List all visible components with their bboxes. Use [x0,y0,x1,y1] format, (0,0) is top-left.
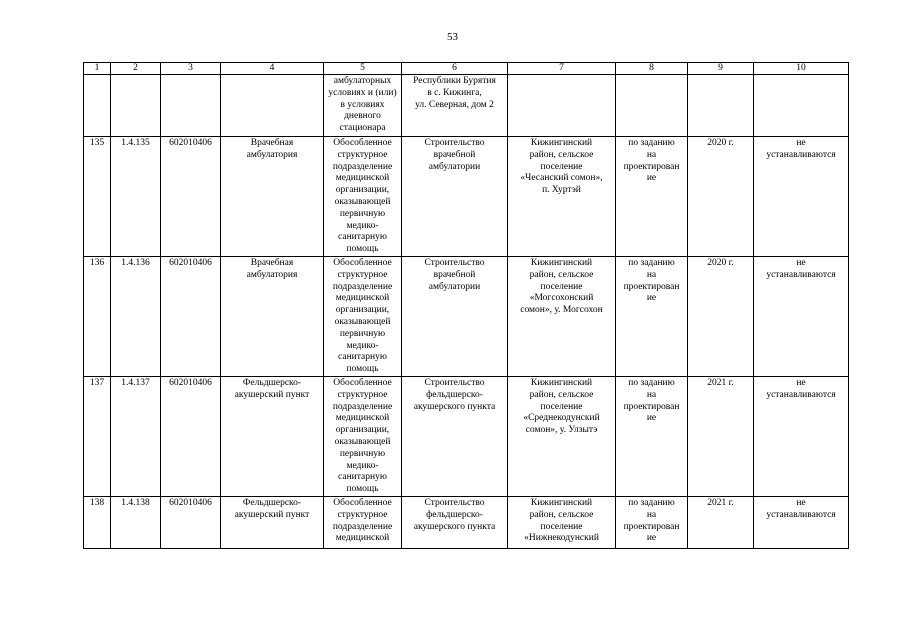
column-number: 9 [688,63,754,75]
object-code: 1.4.137 [111,376,161,496]
purpose-text: амбулаторных условиях и (или) в условиях дневного стационара [328,76,397,134]
empty-cell [221,75,324,137]
table-row [84,376,849,496]
continuation-row [84,75,849,137]
okof-code: 602010406 [161,376,221,496]
object-code: 1.4.136 [111,256,161,376]
object-location: Кижингинский район, сельское поселение «Среднекодунский сомон», у. Улзытэ [508,376,616,496]
row-number: 137 [84,376,111,496]
work-type: Строительство фельдшерско- акушерского пункта [402,376,508,496]
empty-cell [111,75,161,137]
objects-table [83,62,849,549]
object-characteristics: по заданию на проектирован ие [616,376,688,496]
empty-cell [616,75,688,137]
row-number: 136 [84,256,111,376]
purpose-cell [324,75,402,137]
column-number: 1 [84,63,111,75]
object-year: 2020 г. [688,256,754,376]
object-purpose: Обособленное структурное подразделение медицинской организации, оказывающей первичную медико- санитарную помощь [324,137,402,257]
object-type: Врачебная амбулатория [221,137,324,257]
okof-code: 602010406 [161,496,221,548]
table-row [84,137,849,257]
table-row [84,256,849,376]
empty-cell [84,75,111,137]
column-number: 7 [508,63,616,75]
work-cell [402,75,508,137]
object-zones: не устанавливаются [754,376,849,496]
column-number: 2 [111,63,161,75]
object-year: 2021 г. [688,376,754,496]
column-number: 3 [161,63,221,75]
work-type-cell [402,496,508,548]
object-location: Кижингинский район, сельское поселение «Нижнекодунский [524,497,599,544]
empty-cell [754,75,849,137]
row-number: 135 [84,137,111,257]
column-number: 4 [221,63,324,75]
column-number: 10 [754,63,849,75]
object-zones: не устанавливаются [754,256,849,376]
row-number: 138 [84,496,111,548]
object-characteristics-cell [616,496,688,548]
column-number: 8 [616,63,688,75]
work-type: Строительство врачебной амбулатории [402,137,508,257]
object-characteristics: по заданию на проектирован ие [623,497,680,544]
object-type-cell [221,496,324,548]
object-code: 1.4.135 [111,137,161,257]
object-type: Врачебная амбулатория [221,256,324,376]
object-location: Кижингинский район, сельское поселение «Могсохонский сомон», у. Могсохон [508,256,616,376]
empty-cell [688,75,754,137]
object-code: 1.4.138 [111,496,161,548]
object-characteristics: по заданию на проектирован ие [616,137,688,257]
work-type: Строительство врачебной амбулатории [402,256,508,376]
object-purpose: Обособленное структурное подразделение медицинской организации, оказывающей первичную медико- санитарную помощь [324,376,402,496]
okof-code: 602010406 [161,256,221,376]
column-number: 6 [402,63,508,75]
object-year: 2021 г. [688,496,754,548]
column-number-row [84,63,849,75]
object-location-cell [508,496,616,548]
object-type: Фельдшерско- акушерский пункт [221,376,324,496]
okof-code: 602010406 [161,137,221,257]
object-year: 2020 г. [688,137,754,257]
object-purpose: Обособленное структурное подразделение медицинской организации, оказывающей первичную медико- санитарную помощь [324,256,402,376]
empty-cell [508,75,616,137]
table-row [84,496,849,548]
empty-cell [161,75,221,137]
object-zones: не устанавливаются [754,496,849,548]
object-location: Кижингинский район, сельское поселение «Чесанский сомон», п. Хуртэй [508,137,616,257]
object-zones: не устанавливаются [754,137,849,257]
work-type: Строительство фельдшерско- акушерского пункта [413,497,496,532]
work-text: Республики Бурятия в с. Кижинга, ул. Северная, дом 2 [413,76,496,110]
object-purpose-cell [324,496,402,548]
object-characteristics: по заданию на проектирован ие [616,256,688,376]
page-number: 53 [447,31,458,43]
object-purpose: Обособленное структурное подразделение медицинской [332,497,393,544]
object-type: Фельдшерско- акушерский пункт [234,497,310,520]
column-number: 5 [324,63,402,75]
